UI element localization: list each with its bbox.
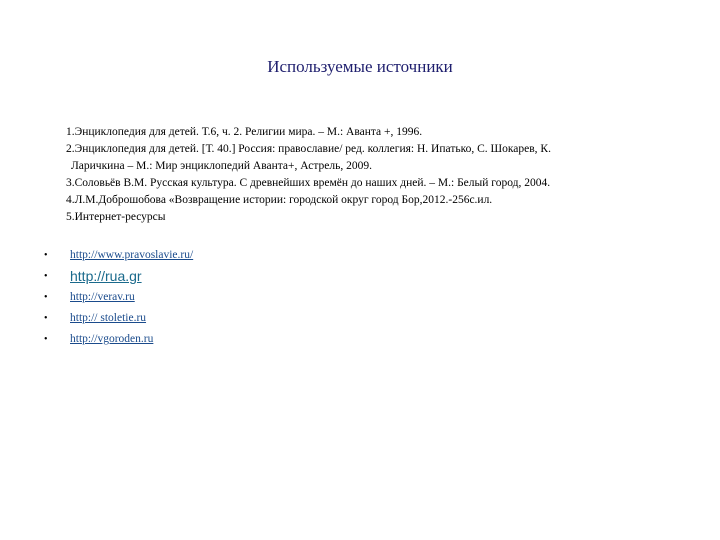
bullet-icon: •: [44, 292, 48, 303]
source-item: 1.Энциклопедия для детей. Т.6, ч. 2. Религии мира. – М.: Аванта +, 1996.: [66, 126, 423, 138]
page-title: Используемые источники: [267, 57, 453, 76]
source-item: 3.Соловьёв В.М. Русская культура. С древнейших времён до наших дней. – М.: Белый город, 2004.: [66, 177, 551, 189]
source-item: 2.Энциклопедия для детей. [Т. 40.] Россия: православие/ ред. коллегия: Н. Ипатько, С. Шокарев, К.: [66, 143, 551, 155]
sources-list: [66, 124, 706, 226]
list-item: [0, 289, 720, 310]
list-item: [0, 268, 720, 289]
list-item: [0, 310, 720, 331]
bullet-icon: •: [44, 313, 48, 324]
bullet-icon: •: [44, 271, 48, 282]
link-vgoroden[interactable]: http://vgoroden.ru: [70, 333, 154, 345]
source-item-continued: Ларичкина – М.: Мир энциклопедий Аванта+, Астрель, 2009.: [71, 160, 372, 172]
list-item: [0, 247, 720, 268]
list-item: [0, 331, 720, 352]
source-item: 4.Л.М.Доброшобова «Возвращение истории: городской округ город Бор,2012.-256с.ил.: [66, 194, 493, 206]
link-pravoslavie[interactable]: http://www.pravoslavie.ru/: [70, 249, 194, 261]
internet-resources-heading: 5.Интернет-ресурсы: [66, 211, 166, 223]
bullet-icon: •: [44, 334, 48, 345]
link-verav[interactable]: http://verav.ru: [70, 291, 135, 303]
link-stoletie[interactable]: http:// stoletie.ru: [70, 312, 147, 324]
links-list: [0, 247, 720, 352]
link-rua[interactable]: http://rua.gr: [70, 268, 142, 284]
bullet-icon: •: [44, 250, 48, 261]
